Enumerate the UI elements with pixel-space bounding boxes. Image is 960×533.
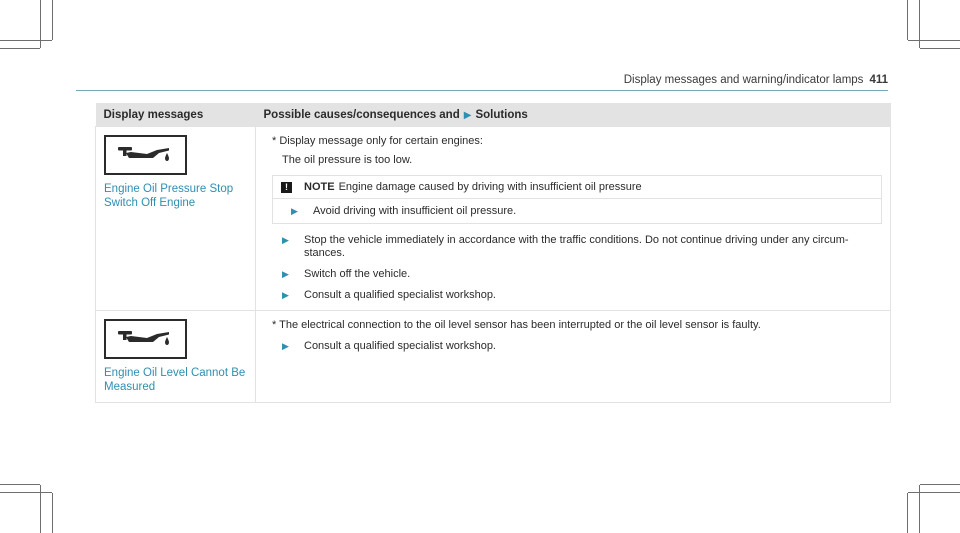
cause-text: * The electrical connection to the oil level sensor has been interrupted or the oil level sensor is faulty.: [272, 319, 761, 331]
message-label-line2: Switch Off Engine: [104, 196, 196, 209]
crop-mark-bl-h: [0, 492, 52, 493]
message-cell: [96, 127, 256, 311]
crop-mark-tl-v2: [52, 0, 53, 40]
solution-step: [282, 340, 882, 353]
solution-step-text: Consult a qualified specialist workshop.: [304, 340, 496, 352]
message-label-line1: Engine Oil Level Cannot Be: [104, 367, 246, 379]
crop-mark-tl-h2: [0, 48, 40, 49]
col-header-display-messages: Display messages: [96, 103, 256, 127]
solution-step: [282, 268, 882, 281]
crop-mark-tr-h2: [920, 48, 960, 49]
solution-arrow-icon: ▶: [463, 109, 472, 121]
crop-mark-bl-h2: [0, 484, 40, 485]
step-arrow-icon: ▶: [282, 235, 289, 245]
cause-text: The oil pressure is too low.: [282, 154, 413, 166]
header-rule: [76, 90, 888, 91]
table-row: [96, 311, 891, 403]
solution-step-text: Consult a qualified specialist workshop.: [304, 289, 496, 301]
note-step-text: Avoid driving with insufficient oil pressure.: [313, 205, 517, 217]
message-label: [104, 367, 247, 394]
solution-step-text: Switch off the vehicle.: [304, 268, 411, 280]
table-row: [96, 127, 891, 311]
col-header-solutions: Solutions: [475, 108, 528, 121]
table-header-row: [96, 103, 891, 127]
step-arrow-icon: ▶: [282, 290, 289, 300]
note-box: [272, 175, 882, 224]
engine-oil-can-icon: [104, 319, 187, 359]
note-step: [273, 199, 881, 223]
engine-oil-can-icon: [104, 135, 187, 175]
solution-step-text: Stop the vehicle immediately in accordance with the traffic conditions. Do not continue driving under any circum-stances.: [304, 234, 849, 259]
solution-step: [282, 234, 882, 260]
message-label-line1: Engine Oil Pressure Stop: [104, 183, 234, 195]
note-title: NOTE: [304, 181, 335, 193]
message-label-line2: Measured: [104, 380, 156, 393]
running-head-title: Display messages and warning/indicator lamps: [623, 74, 864, 86]
crop-mark-tr-v2: [907, 0, 908, 40]
step-arrow-icon: ▶: [282, 269, 289, 279]
col-header-causes-solutions: [256, 103, 891, 127]
footnote-text: * Display message only for certain engines:: [272, 135, 483, 147]
warning-exclamation-icon: !: [281, 182, 292, 193]
running-head: [624, 74, 888, 86]
step-arrow-icon: ▶: [291, 205, 298, 216]
note-header: [273, 176, 881, 199]
col-header-causes: Possible causes/consequences and: [263, 108, 460, 121]
causes-cell: [256, 127, 891, 311]
note-text: Engine damage caused by driving with insufficient oil pressure: [338, 181, 642, 193]
message-label: [104, 183, 247, 210]
crop-mark-bl-v2: [52, 493, 53, 533]
crop-mark-tr-h: [908, 40, 960, 41]
message-cell: [96, 311, 256, 403]
step-arrow-icon: ▶: [282, 341, 289, 351]
crop-mark-tl-h: [0, 40, 52, 41]
page-number: 411: [869, 74, 888, 86]
causes-cell: [256, 311, 891, 403]
crop-mark-br-h2: [920, 484, 960, 485]
crop-mark-br-v2: [907, 493, 908, 533]
solution-step: [282, 289, 882, 302]
display-messages-table: [95, 103, 891, 403]
crop-mark-br-h: [908, 492, 960, 493]
